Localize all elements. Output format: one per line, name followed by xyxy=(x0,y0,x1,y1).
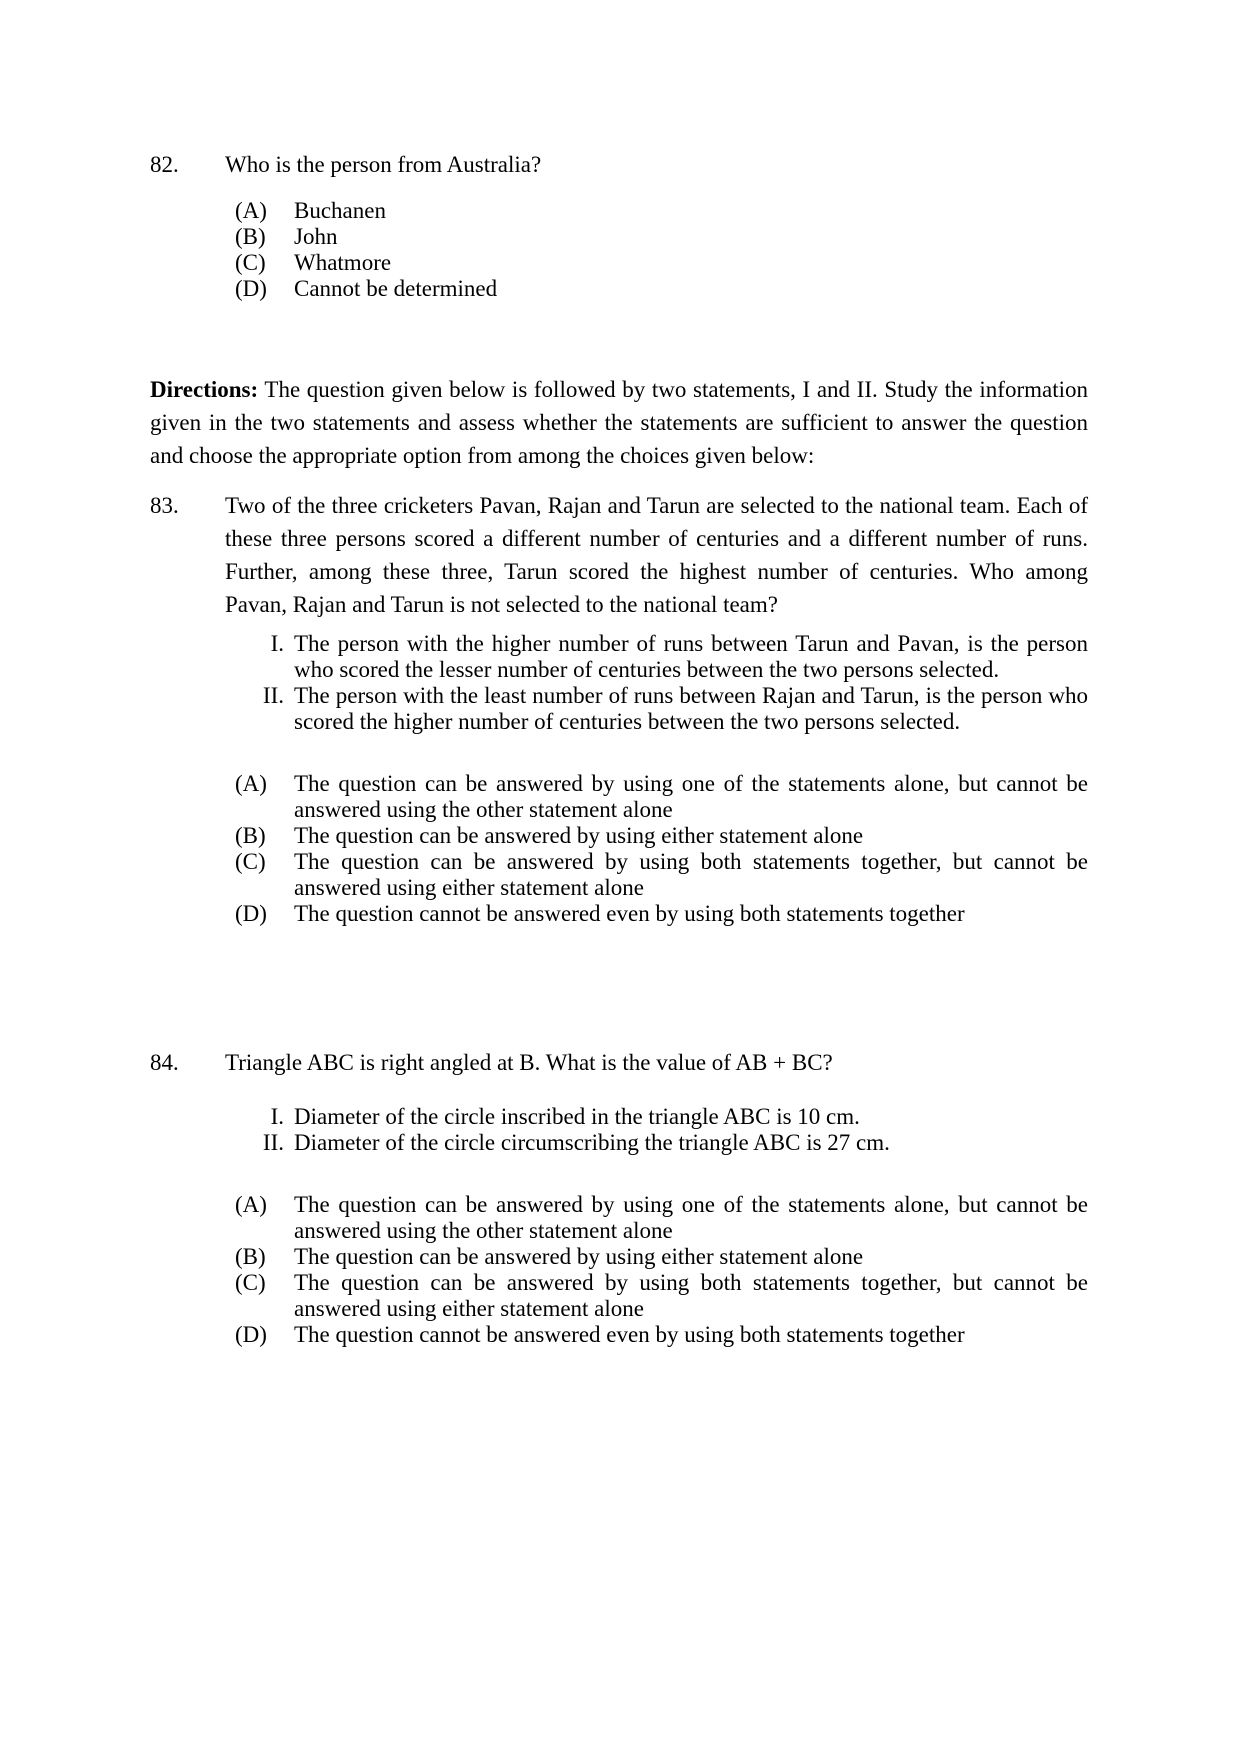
option-text: The question cannot be answered even by using both statements together xyxy=(294,1322,965,1347)
option-b xyxy=(150,823,1088,849)
question-83 xyxy=(150,493,1088,927)
option-label: (B) xyxy=(235,1244,266,1269)
option-label: (D) xyxy=(235,1322,267,1347)
statement-label: II. xyxy=(262,683,284,708)
option-a xyxy=(150,771,1088,823)
question-82 xyxy=(150,152,1088,302)
option-label: (D) xyxy=(235,276,267,301)
option-text: The question can be answered by using one of the statements alone, but cannot be answered using the other statement alone xyxy=(294,771,1088,822)
option-text: Cannot be determined xyxy=(294,276,498,301)
option-d xyxy=(150,276,1088,302)
question-number: 82. xyxy=(150,152,179,177)
question-number: 84. xyxy=(150,1050,179,1075)
question-text: Two of the three cricketers Pavan, Rajan and Tarun are selected to the national team. Each of these three persons scored a different number of centuries and a different number of runs. Further, among these three, Tarun scored the highest number of centuries. Who among Pavan, Rajan and Tarun is not selected to the national team? xyxy=(225,493,1088,617)
directions-paragraph xyxy=(150,373,1088,472)
question-text: Who is the person from Australia? xyxy=(225,152,542,177)
option-a xyxy=(150,1192,1088,1244)
options-list xyxy=(150,1192,1088,1348)
statements-list xyxy=(150,1104,1088,1156)
options-list xyxy=(150,771,1088,927)
option-label: (D) xyxy=(235,901,267,926)
statement-1 xyxy=(150,1104,1088,1130)
option-b xyxy=(150,1244,1088,1270)
option-text: Buchanen xyxy=(294,198,386,223)
option-text: The question can be answered by using one of the statements alone, but cannot be answered using the other statement alone xyxy=(294,1192,1088,1243)
option-c xyxy=(150,1270,1088,1322)
option-a xyxy=(150,198,1088,224)
option-text: The question can be answered by using either statement alone xyxy=(294,1244,864,1269)
option-text: John xyxy=(294,224,338,249)
option-text: The question can be answered by using both statements together, but cannot be answered using either statement alone xyxy=(294,849,1088,900)
option-text: Whatmore xyxy=(294,250,392,275)
option-label: (A) xyxy=(235,198,267,223)
statement-2 xyxy=(150,683,1088,735)
question-84 xyxy=(150,1050,1088,1348)
option-text: The question cannot be answered even by using both statements together xyxy=(294,901,965,926)
option-text: The question can be answered by using both statements together, but cannot be answered using either statement alone xyxy=(294,1270,1088,1321)
option-c xyxy=(150,849,1088,901)
option-c xyxy=(150,250,1088,276)
statements-list xyxy=(150,631,1088,735)
options-list xyxy=(150,198,1088,302)
directions-label: Directions: xyxy=(150,377,259,402)
directions-text: The question given below is followed by two statements, I and II. Study the information given in the two statements and assess whether the statements are sufficient to answer the question and choose the appropriate option from among the choices given below: xyxy=(150,377,1088,468)
option-d xyxy=(150,901,1088,927)
option-label: (C) xyxy=(235,1270,266,1295)
question-text: Triangle ABC is right angled at B. What is the value of AB + BC? xyxy=(225,1050,833,1075)
question-number: 83. xyxy=(150,493,179,518)
option-label: (C) xyxy=(235,849,266,874)
option-label: (B) xyxy=(235,224,266,249)
option-text: The question can be answered by using either statement alone xyxy=(294,823,864,848)
statement-text: Diameter of the circle circumscribing the triangle ABC is 27 cm. xyxy=(294,1130,890,1155)
statement-label: II. xyxy=(262,1130,284,1155)
statement-label: I. xyxy=(270,631,284,656)
option-label: (C) xyxy=(235,250,266,275)
option-label: (B) xyxy=(235,823,266,848)
statement-2 xyxy=(150,1130,1088,1156)
option-label: (A) xyxy=(235,771,267,796)
statement-label: I. xyxy=(270,1104,284,1129)
statement-text: The person with the higher number of runs between Tarun and Pavan, is the person who scored the lesser number of centuries between the two persons selected. xyxy=(294,631,1088,682)
option-d xyxy=(150,1322,1088,1348)
statement-text: Diameter of the circle inscribed in the triangle ABC is 10 cm. xyxy=(294,1104,860,1129)
statement-text: The person with the least number of runs between Rajan and Tarun, is the person who scored the higher number of centuries between the two persons selected. xyxy=(294,683,1088,734)
option-b xyxy=(150,224,1088,250)
option-label: (A) xyxy=(235,1192,267,1217)
statement-1 xyxy=(150,631,1088,683)
